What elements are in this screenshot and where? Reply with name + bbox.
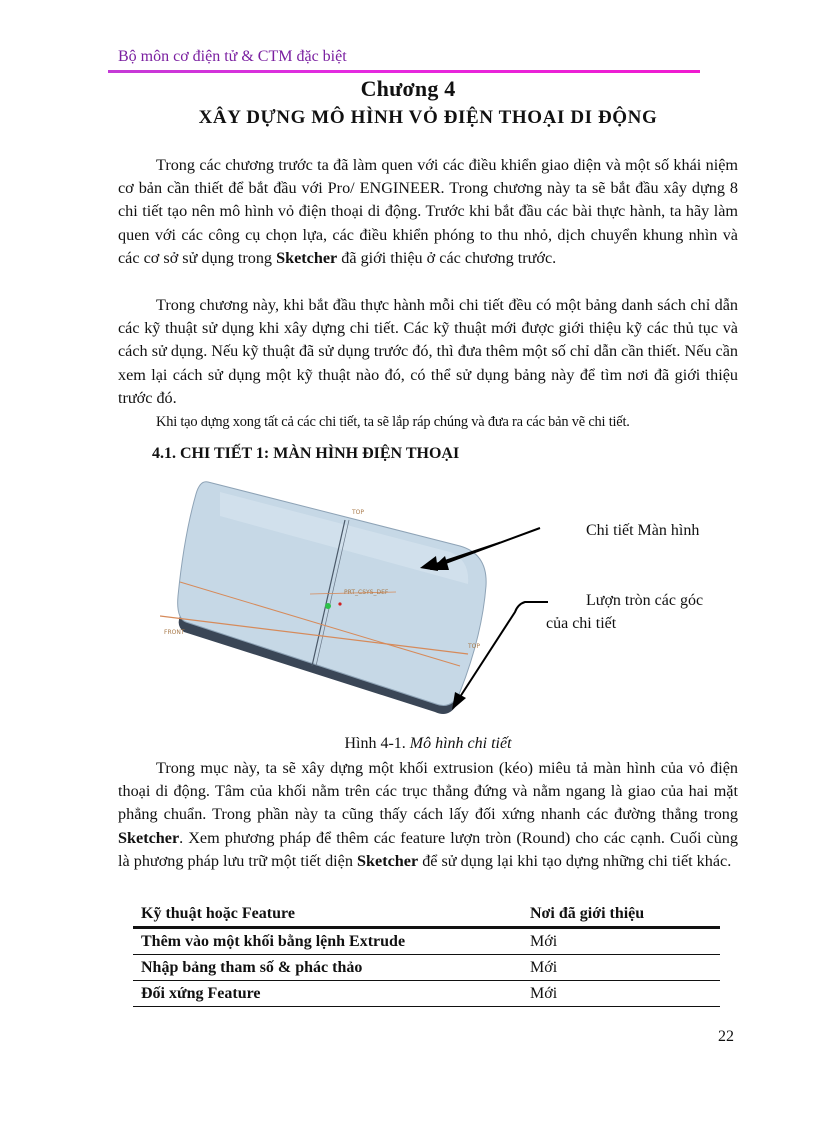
intro-paragraph-1 bbox=[118, 154, 738, 270]
techniques-table bbox=[133, 903, 720, 1007]
table-cell-technique: Thêm vào một khối bằng lệnh Extrude bbox=[133, 928, 526, 955]
body-bold-2: Sketcher bbox=[357, 851, 419, 870]
body-text-a: Trong mục này, ta sẽ xây dựng một khối extrusion (kéo) miêu tả màn hình của vỏ điện thoại di động. Tâm của khối nằm trên các trục thẳng đứng và nằm ngang là giao của hai mặt phẳng chuẩn. Trong phần này ta cũng thấy cách lấy đối xứng nhanh các đường thẳng trong bbox=[118, 759, 738, 824]
intro-p1-text-b: đã giới thiệu ở các chương trước. bbox=[341, 248, 557, 267]
svg-text:TOP: TOP bbox=[468, 643, 481, 650]
svg-text:TOP: TOP bbox=[352, 509, 365, 516]
body-bold-1: Sketcher bbox=[118, 828, 180, 847]
figure-caption bbox=[0, 735, 816, 753]
svg-text:FRONT: FRONT bbox=[164, 629, 185, 636]
table-cell-technique: Đối xứng Feature bbox=[133, 981, 526, 1007]
chapter-title: XÂY DỰNG MÔ HÌNH VỎ ĐIỆN THOẠI DI ĐỘNG bbox=[198, 107, 658, 128]
chapter-number: Chương 4 bbox=[360, 76, 456, 101]
body-paragraph bbox=[118, 757, 738, 873]
intro-p1-bold: Sketcher bbox=[276, 248, 338, 267]
body-text-c: để sử dụng lại khi tạo dựng những chi tiết khác. bbox=[422, 851, 732, 870]
page-number: 22 bbox=[718, 1028, 734, 1045]
table-header-introduced: Nơi đã giới thiệu bbox=[530, 905, 645, 922]
header-rule bbox=[108, 70, 700, 73]
table-header-row bbox=[133, 903, 720, 928]
table-row bbox=[133, 981, 720, 1007]
table-row bbox=[133, 955, 720, 981]
caption-prefix: Hình 4-1. bbox=[344, 735, 406, 752]
intro-p1-text-a: Trong các chương trước ta đã làm quen với các điều khiển giao diện và một số khái niệm cơ bản cần thiết để bắt đầu với Pro/ ENGINEER. Trong chương này ta sẽ bắt đầu xây dựng 8 chi tiết tạo nên mô hình vỏ điện thoại di động. Trước khi bắt đầu các bài thực hành, ta hãy làm quen với các công cụ chọn lựa, các điều khiển phóng to thu nhỏ, dịch chuyển khung nhìn và các cơ sở sử dụng trong bbox=[118, 156, 738, 267]
table-row bbox=[133, 928, 720, 955]
table-header-technique: Kỹ thuật hoặc Feature bbox=[141, 905, 295, 922]
table-cell-technique: Nhập bảng tham số & phác thảo bbox=[133, 955, 526, 981]
section-heading: 4.1. CHI TIẾT 1: MÀN HÌNH ĐIỆN THOẠI bbox=[152, 445, 460, 462]
phone-screen-model-figure bbox=[160, 476, 500, 726]
center-point bbox=[325, 603, 331, 609]
running-header: Bộ môn cơ điện tử & CTM đặc biệt bbox=[118, 48, 347, 65]
intro-paragraph-3: Khi tạo dựng xong tất cả các chi tiết, ta sẽ lắp ráp chúng và đưa ra các bản vẽ chi tiết. bbox=[156, 414, 630, 430]
table-cell-introduced: Mới bbox=[526, 955, 720, 981]
table-cell-introduced: Mới bbox=[526, 928, 720, 955]
table-cell-introduced: Mới bbox=[526, 981, 720, 1007]
caption-italic: Mô hình chi tiết bbox=[409, 735, 512, 752]
svg-text:PRT_CSYS_DEF: PRT_CSYS_DEF bbox=[344, 589, 389, 596]
body-text-b: . Xem phương pháp để thêm các feature lượn tròn (Round) cho các cạnh. Cuối cùng là phương pháp lưu trữ một tiết diện bbox=[118, 828, 738, 870]
intro-paragraph-2: Trong chương này, khi bắt đầu thực hành mỗi chi tiết đều có một bảng danh sách chỉ dẫn các kỹ thuật sử dụng khi xây dựng chi tiết. Các kỹ thuật mới được giới thiệu kỹ các thủ tục và cách sử dụng. Nếu kỹ thuật đã sử dụng trước đó, thì đưa thêm một số chỉ dẫn cần thiết. Nếu cần xem lại cách sử dụng một kỹ thuật nào đó, có thể sử dụng bảng này để tìm nơi đã giới thiệu trước đó. bbox=[118, 296, 738, 407]
callout-screen-part: Chi tiết Màn hình bbox=[586, 522, 700, 539]
callout-rounded-corners-line2: của chi tiết bbox=[546, 615, 617, 632]
callout-rounded-corners-line1: Lượn tròn các góc bbox=[586, 592, 704, 609]
